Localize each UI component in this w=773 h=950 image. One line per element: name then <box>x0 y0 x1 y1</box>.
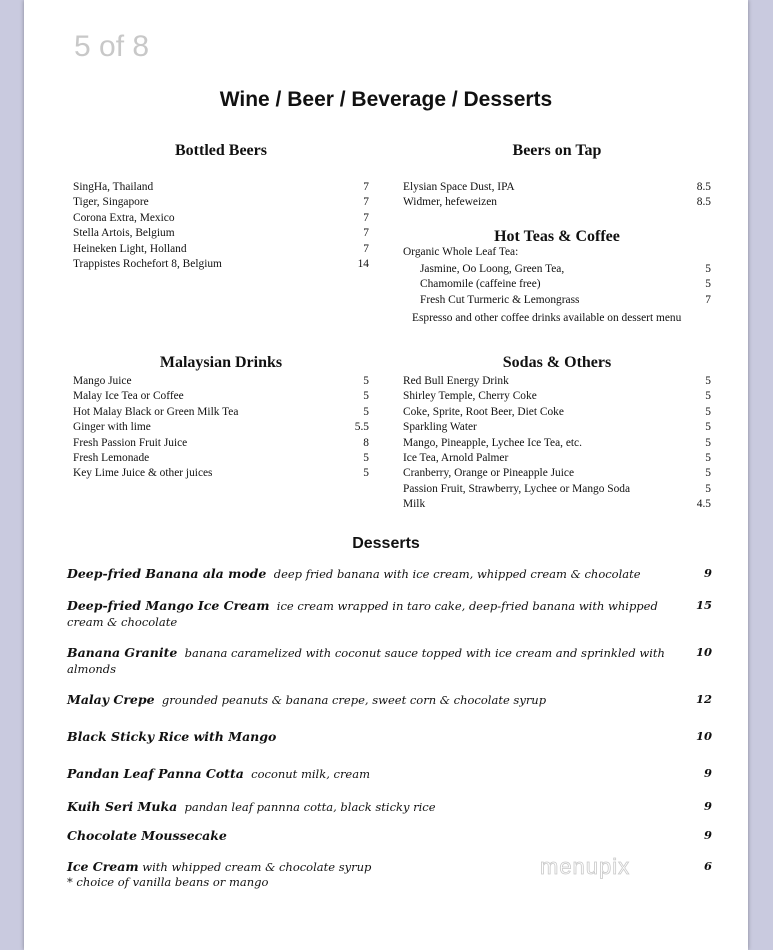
dessert-name: Malay Crepe <box>67 692 155 707</box>
list-item: Trappistes Rochefort 8, Belgium 14 <box>73 258 369 271</box>
dessert-name: Ice Cream <box>67 859 139 874</box>
list-item: Coke, Sprite, Root Beer, Diet Coke 5 <box>403 405 711 418</box>
dessert-name: Deep-fried Mango Ice Cream <box>67 598 270 613</box>
malaysian-drinks-list <box>73 374 369 482</box>
dessert-desc: grounded peanuts & banana crepe, sweet corn & chocolate syrup <box>161 693 547 707</box>
dessert-desc: with whipped cream & chocolate syrup <box>142 860 372 874</box>
malaysian-drinks-heading: Malaysian Drinks <box>159 354 283 371</box>
dessert-price: 9 <box>703 566 712 580</box>
beers-on-tap-list <box>403 180 711 211</box>
menu-page <box>24 0 748 950</box>
dessert-name: Chocolate Moussecake <box>67 828 227 843</box>
list-item: Elysian Space Dust, IPA 8.5 <box>403 181 711 193</box>
hot-teas-list <box>420 262 711 308</box>
dessert-desc: pandan leaf pannna cotta, black sticky rice <box>184 800 436 814</box>
list-item: Heineken Light, Holland 7 <box>73 242 369 255</box>
list-item: Fresh Lemonade 5 <box>73 452 369 465</box>
list-item: Jasmine, Oo Loong, Green Tea, 5 <box>420 263 711 275</box>
dessert-price: 9 <box>703 799 712 813</box>
dessert-item <box>67 598 712 630</box>
list-item: Ice Tea, Arnold Palmer 5 <box>403 452 711 465</box>
list-item: Milk 4.5 <box>403 498 711 511</box>
list-item: Ginger with lime 5.5 <box>73 421 369 434</box>
beers-on-tap-heading: Beers on Tap <box>512 142 602 159</box>
list-item: Passion Fruit, Strawberry, Lychee or Mango Soda 5 <box>403 482 711 495</box>
list-item: Hot Malay Black or Green Milk Tea 5 <box>73 405 369 418</box>
dessert-price: 12 <box>695 692 712 706</box>
dessert-desc: banana caramelized with coconut sauce topped with ice cream and sprinkled with almonds <box>67 646 665 676</box>
coffee-note: Espresso and other coffee drinks available on dessert menu <box>412 312 682 324</box>
desserts-heading: Desserts <box>352 535 420 552</box>
list-item: Fresh Passion Fruit Juice 8 <box>73 436 369 449</box>
dessert-price: 10 <box>695 645 712 659</box>
list-item: Red Bull Energy Drink 5 <box>403 375 711 387</box>
page-number: 5 of 8 <box>74 30 150 63</box>
list-item: Mango Juice 5 <box>73 375 369 387</box>
list-item: Malay Ice Tea or Coffee 5 <box>73 390 369 403</box>
dessert-item <box>67 799 712 816</box>
list-item: Chamomile (caffeine free) 5 <box>420 278 711 291</box>
list-item: Cranberry, Orange or Pineapple Juice 5 <box>403 467 711 480</box>
list-item: SingHa, Thailand 7 <box>73 181 369 193</box>
menupix-watermark: menupix <box>540 854 631 879</box>
dessert-name: Deep-fried Banana ala mode <box>67 566 267 581</box>
sodas-heading: Sodas & Others <box>502 354 612 371</box>
dessert-name: Kuih Seri Muka <box>67 799 178 814</box>
dessert-item <box>67 828 712 845</box>
list-item: Mango, Pineapple, Lychee Ice Tea, etc. 5 <box>403 436 711 449</box>
dessert-item <box>67 766 712 783</box>
list-item: Shirley Temple, Cherry Coke 5 <box>403 390 711 403</box>
list-item: Stella Artois, Belgium 7 <box>73 227 369 240</box>
dessert-name: Black Sticky Rice with Mango <box>67 729 277 744</box>
dessert-name: Banana Granite <box>67 645 178 660</box>
sodas-list <box>403 374 711 513</box>
dessert-item <box>67 645 712 677</box>
dessert-price: 9 <box>703 828 712 842</box>
page-title: Wine / Beer / Beverage / Desserts <box>219 88 553 111</box>
dessert-item <box>67 566 712 583</box>
dessert-desc: coconut milk, cream <box>251 767 371 781</box>
dessert-name: Pandan Leaf Panna Cotta <box>67 766 244 781</box>
list-item: Tiger, Singapore 7 <box>73 196 369 209</box>
dessert-desc: deep fried banana with ice cream, whipped cream & chocolate <box>273 567 641 581</box>
dessert-desc: ice cream wrapped in taro cake, deep-fried banana with whipped cream & chocolate <box>67 599 658 629</box>
hot-teas-heading: Hot Teas & Coffee <box>494 228 620 245</box>
dessert-price: 15 <box>695 598 712 612</box>
dessert-item <box>67 729 712 746</box>
list-item: Fresh Cut Turmeric & Lemongrass 7 <box>420 293 711 306</box>
list-item: Widmer, hefeweizen 8.5 <box>403 196 711 209</box>
dessert-price: 10 <box>695 729 712 743</box>
dessert-item <box>67 692 712 709</box>
tea-subheading: Organic Whole Leaf Tea: <box>403 246 519 258</box>
list-item: Sparkling Water 5 <box>403 421 711 434</box>
dessert-price: 9 <box>703 766 712 780</box>
dessert-price: 6 <box>703 859 712 873</box>
list-item: Key Lime Juice & other juices 5 <box>73 467 369 480</box>
bottled-beers-list <box>73 180 369 272</box>
bottled-beers-heading: Bottled Beers <box>175 142 267 159</box>
list-item: Corona Extra, Mexico 7 <box>73 211 369 224</box>
ice-cream-choice-note: * choice of vanilla beans or mango <box>67 875 269 889</box>
